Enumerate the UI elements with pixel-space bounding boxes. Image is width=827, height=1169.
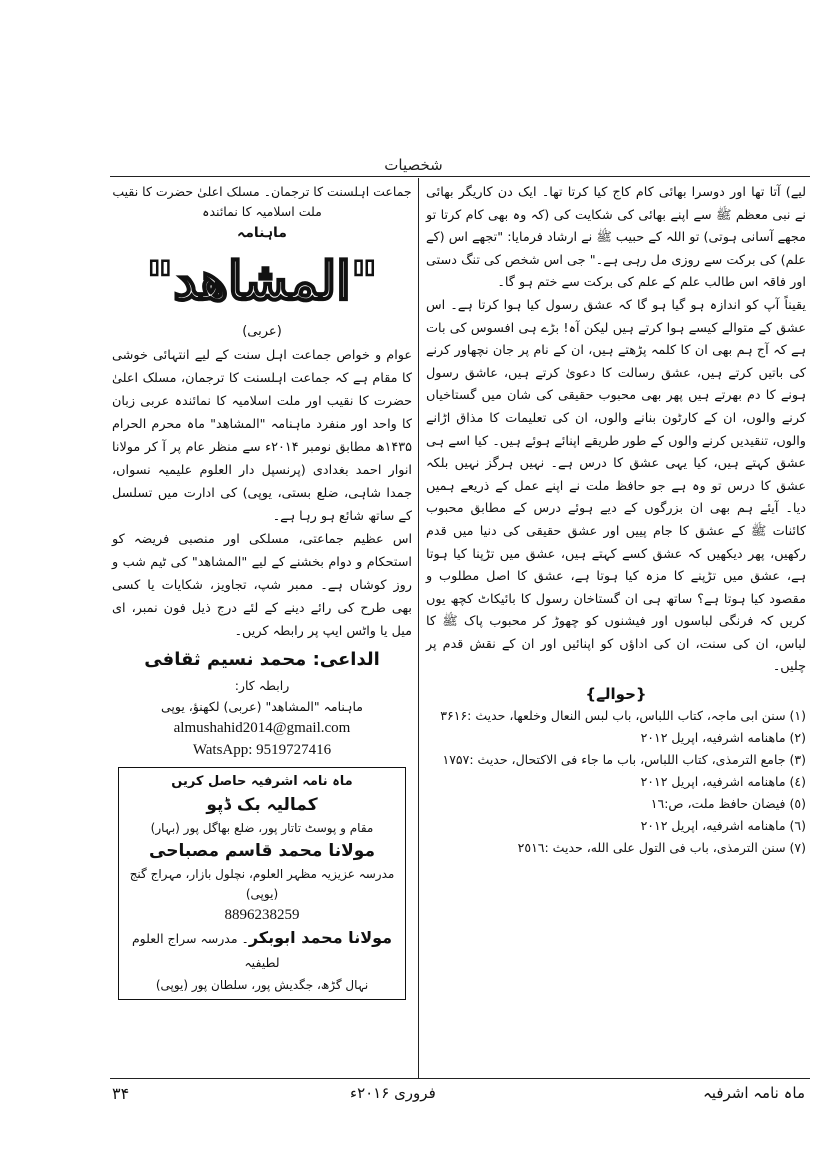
reference-item: (٥) فیضان حافظ ملت، ص:۱٦ [650, 796, 806, 812]
language-label: (عربی) [242, 324, 282, 339]
person-1-name: مولانا محمد قاسم مصباحی [149, 841, 375, 861]
promo-tagline: جماعت اہلسنت کا ترجمان۔ مسلک اعلیٰ حضرت کا نقیب [112, 184, 412, 199]
box-heading: ماہ نامہ اشرفیہ حاصل کریں [171, 774, 353, 789]
whatsapp-number: WatsApp: 9519727416 [192, 742, 332, 758]
column-divider [418, 178, 419, 1078]
reference-item: (۳) جامع الترمذی، کتاب اللباس، باب ما جاء فی الاکتحال، حدیث :۱۷۵۷ [442, 752, 806, 768]
promo-paragraph: عوام و خواص جماعت اہل سنت کے لیے انتہائی خوشی کا مقام ہے کہ جماعت اہلسنت کا ترجمان، مسلک اعلیٰ حضرت کا نقیب اور ملت اسلامیہ کا نمائندہ عربی زبان کا واحد اور منفرد ماہنامہ "المشاھد" ماہ محرم الحرام ۱۴۳۵ھ مطابق نومبر ۲۰۱۴ء سے منظر عام پر آ کر مولانا انوار احمد بغدادی (پرنسپل دار العلوم علیمیہ نسواں، جمدا شاہی، ضلع بستی، یوپی) کی ادارت میں تسلسل کے ساتھ شائع ہو رہا ہے۔ [112, 348, 413, 524]
person-2-institution: ۔ مدرسہ سراج العلوم لطیفیہ [131, 931, 280, 970]
promo-tagline: ملت اسلامیہ کا نمائندہ [202, 204, 322, 219]
signatory: الداعی: محمد نسیم ثقافی [144, 649, 380, 670]
page-number: ۳۴ [112, 1084, 130, 1103]
phone-number: 8896238259 [224, 907, 300, 923]
person-2-address: نہال گڑھ، جگدیش پور، سلطان پور (یوپی) [155, 978, 369, 992]
reference-item: (۷) سنن الترمذی، باب فی التول علی الله، حدیث :۲٥۱٦ [517, 840, 806, 856]
footer-date: فروری ۲۰۱۶ء [350, 1084, 436, 1102]
person-2-line [125, 926, 399, 975]
contact-line: ماہنامہ "المشاھد" (عربی) لکھنؤ، یوپی [160, 699, 364, 714]
reference-item: (٤) ماهنامه اشرفیه، اپریل ۲۰۱۲ [640, 774, 806, 790]
article-paragraph: لیے) آتا تھا اور دوسرا بھائی کام کاج کیا کرتا تھا۔ ایک دن کاریگر بھائی نے نبی معظم ﷺ سے اپنے بھائی کی شکایت کی (کہ وہ بھی کام کرتا تو مجھے آسانی ہوتی) تو اللہ کے حبیب ﷺ نے ارشاد فرمایا: "تجھے اس (کے علم) کی برکت سے روزی مل رہی ہے۔" جی اس شخص کی تنگ دستی اور فاقہ اس طالب علم کے علم کی برکت سے ختم ہو گا۔ [426, 185, 806, 291]
article-column [426, 182, 806, 859]
person-2-name: مولانا محمد ابوبکر [248, 928, 393, 947]
footer-magazine: ماہ نامہ اشرفیہ [703, 1084, 805, 1102]
references-heading: {حوالے} [585, 685, 647, 704]
promo-column [112, 182, 412, 1000]
header-rule [110, 176, 810, 177]
magazine-logo-title: "المشاھد" [146, 251, 378, 312]
availability-box [118, 767, 406, 1000]
reference-item: (۲) ماهنامه اشرفیه، اپریل ۲۰۱۲ [640, 730, 806, 746]
contact-label: رابطہ کار: [234, 678, 290, 693]
person-1-address: مدرسہ عزیزیہ مظہر العلوم، نچلول بازار، مہراج گنج (یوپی) [129, 867, 395, 901]
promo-paragraph: اس عظیم جماعتی، مسلکی اور منصبی فریضہ کو استحکام و دوام بخشنے کے لیے "المشاھد" کی ٹیم شب و روز کوشاں ہے۔ ممبر شپ، تجاویز، شکایات یا کسی بھی طرح کی رائے دینے کے لئے درج ذیل فون نمبر، ای میل یا واٹس ایپ پر رابطہ کریں۔ [112, 532, 412, 639]
references-list [426, 705, 806, 859]
shop-address: مقام و پوسٹ تاتار پور، ضلع بھاگل پور (بہار) [150, 821, 374, 835]
article-paragraph: یقیناً آپ کو اندازہ ہو گیا ہو گا کہ عشق رسول کیا ہوا کرتا ہے۔ اس عشق کے متوالے کیسے ہوا کرتے ہیں لیکن آہ! بڑے ہی افسوس کی بات ہے کہ آج ہم بھی ان کا کلمہ پڑھتے ہیں، ان کے نام پر جان نچھاور کرنے کی باتیں کرتے ہیں، عشق رسالت کا دعویٰ کرتے ہیں، عاشق رسول ہونے کا دم بھرتے ہیں پھر بھی محبوب حقیقی کی شان میں گستاخیاں کرنے والوں، ان کے کارٹون بنانے والوں، ان کی تعلیمات کا مذاق اڑانے والوں، تنقیدیں کرنے والوں کے طور طریقے اپنائے ہوئے ہیں۔ کیا اسے ہی عشق کہتے ہیں، کیا یہی عشق کا درس ہے۔ نہیں ہرگز نہیں بلکہ عشق کا درس تو وہ ہے جو حافظ ملت نے اپنے عمل کے ذریعے ہمیں دیا۔ آیئے ہم بھی ان بزرگوں کے دیے ہوئے درس کے مطابق محبوب کائنات ﷺ کے عشق کا جام پییں اور عشق حقیقی کی دنیا میں قدم رکھیں، پھر دیکھیں کہ عشق کسے کہتے ہیں، عشق میں تڑپنا کیا ہوتا ہے، عشق میں تڑپنے کا مزہ کیا ہوتا ہے، عشق کا اصل مطلوب و مقصود کیا ہوتا ہے؟ ساتھ ہی ان گستاخان رسول کا بائیکاٹ کچھ یوں کریں کہ فرنگی لباسوں اور فیشنوں کو چھوڑ کر محبوب پاک ﷺ کا لباس، ان کی سنت، ان کی اداؤں کو اپنائیں اور ان کے نقش قدم پر چلیں۔ [426, 297, 806, 675]
email-address: almushahid2014@gmail.com [173, 720, 351, 736]
monthly-label: ماہنامہ [237, 225, 287, 241]
shop-name: کمالیہ بک ڈپو [206, 795, 318, 815]
section-header: شخصیات [384, 156, 443, 174]
footer-rule [110, 1078, 810, 1079]
reference-item: (٦) ماهنامه اشرفیه، اپریل ۲۰۱۲ [640, 818, 806, 834]
reference-item: (۱) سنن ابی ماجہ، کتاب اللباس، باب لبس النعال وخلعها، حدیث :۳۶۱۶ [440, 708, 806, 724]
